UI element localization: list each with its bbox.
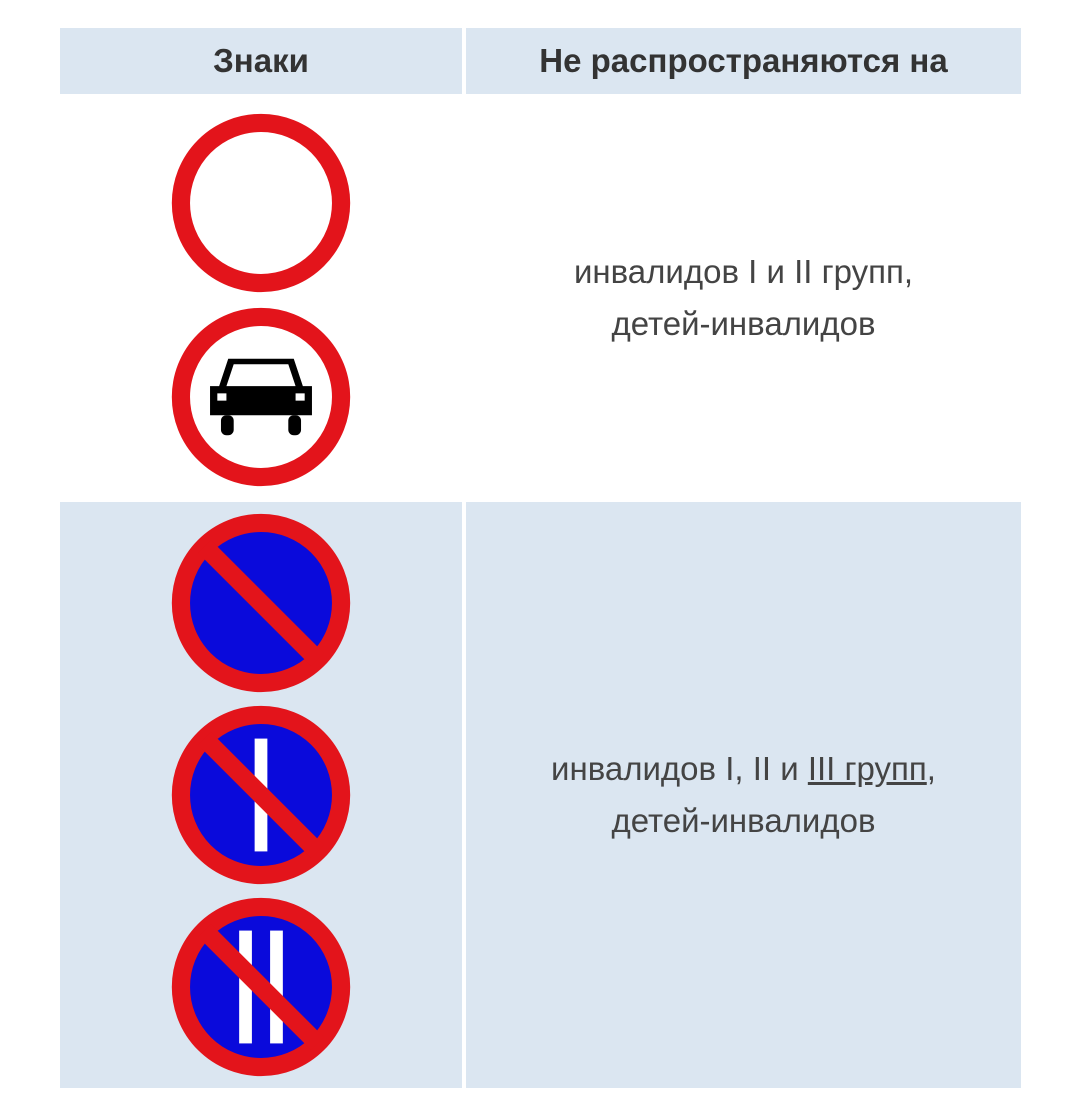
no-parking-sign-icon (170, 512, 352, 694)
row2-text-suffix: , (926, 750, 936, 787)
row1-signs-cell (60, 98, 462, 498)
no-vehicles-sign-icon (170, 112, 352, 294)
row1-text-line2: детей-инвалидов (611, 305, 876, 342)
no-parking-odd-days-sign-icon (170, 704, 352, 886)
row2-description (466, 502, 1021, 1088)
row2-signs-cell (60, 502, 462, 1088)
row2-text-prefix: инвалидов I, II и (551, 750, 808, 787)
row2-text-line2: детей-инвалидов (611, 802, 876, 839)
header-exemptions-label: Не распространяются на (539, 42, 948, 79)
row1-text-line1: инвалидов I и II групп, (573, 253, 914, 290)
header-exemptions (466, 28, 1021, 94)
no-motor-vehicles-sign-icon (170, 306, 352, 488)
signs-exemption-table (60, 28, 1021, 1088)
no-parking-even-days-sign-icon (170, 896, 352, 1078)
header-signs-label: Знаки (213, 42, 309, 79)
row2-text-line1 (551, 743, 936, 795)
header-signs (60, 28, 462, 94)
row1-description (466, 98, 1021, 498)
row2-groups-link[interactable]: III групп (807, 750, 927, 787)
